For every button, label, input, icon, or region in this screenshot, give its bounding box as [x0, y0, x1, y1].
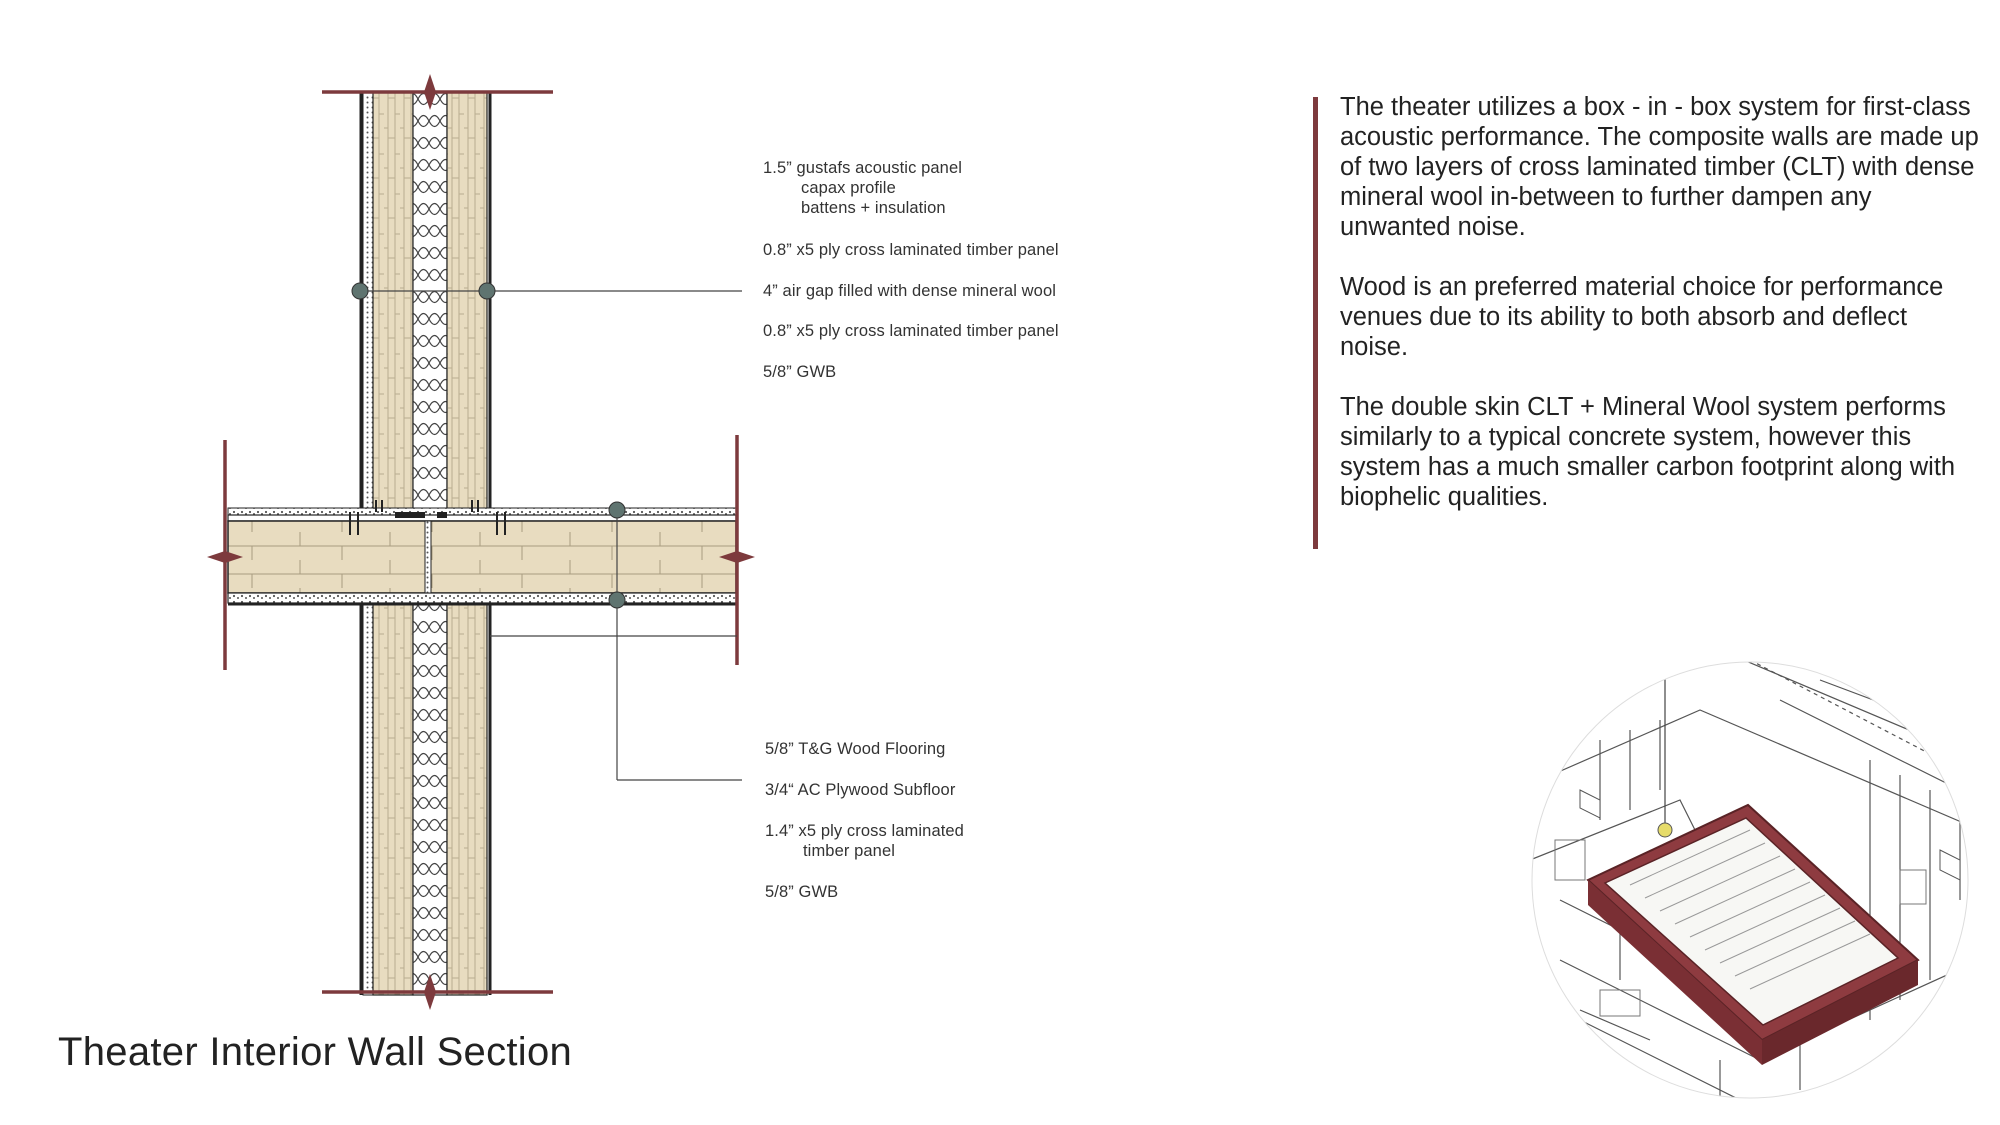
callout-acoustic-panel: 1.5” gustafs acoustic panel capax profile battens + insulation: [763, 159, 962, 217]
lower-wall: [361, 603, 490, 995]
floor-slab: [228, 500, 736, 604]
callout-wall-gwb: 5/8” GWB: [763, 363, 837, 381]
description-text: [1340, 92, 1980, 542]
callout-floor-gwb: 5/8” GWB: [765, 883, 839, 901]
description-paragraph: Wood is an preferred material choice for performance venues due to its ability to both absorb and deflect noise.: [1340, 273, 1944, 361]
description-paragraph: The double skin CLT + Mineral Wool system performs similarly to a typical concrete system, however this system has a much smaller carbon footprint along with biophelic qualities.: [1340, 393, 1956, 511]
description-accent-bar: [1313, 97, 1318, 549]
description-paragraph: The theater utilizes a box - in - box system for first-class acoustic performance. The composite walls are made up of two layers of cross laminated timber (CLT) with dense mineral wool in-between to further dampen any unwanted noise.: [1340, 93, 1979, 241]
drawing-title: Theater Interior Wall Section: [58, 1030, 573, 1074]
callout-plywood-subfloor: 3/4“ AC Plywood Subfloor: [765, 781, 956, 799]
upper-wall: [361, 92, 490, 510]
callout-wood-flooring: 5/8” T&G Wood Flooring: [765, 740, 946, 758]
axonometric-key-plan: [1520, 580, 1980, 1110]
callout-air-gap: 4” air gap filled with dense mineral wool: [763, 282, 1056, 300]
callout-clt-panel-inner: 0.8” x5 ply cross laminated timber panel: [763, 322, 1059, 340]
callout-floor-clt-panel: 1.4” x5 ply cross laminated timber panel: [765, 822, 964, 860]
callout-clt-panel-outer: 0.8” x5 ply cross laminated timber panel: [763, 241, 1059, 259]
